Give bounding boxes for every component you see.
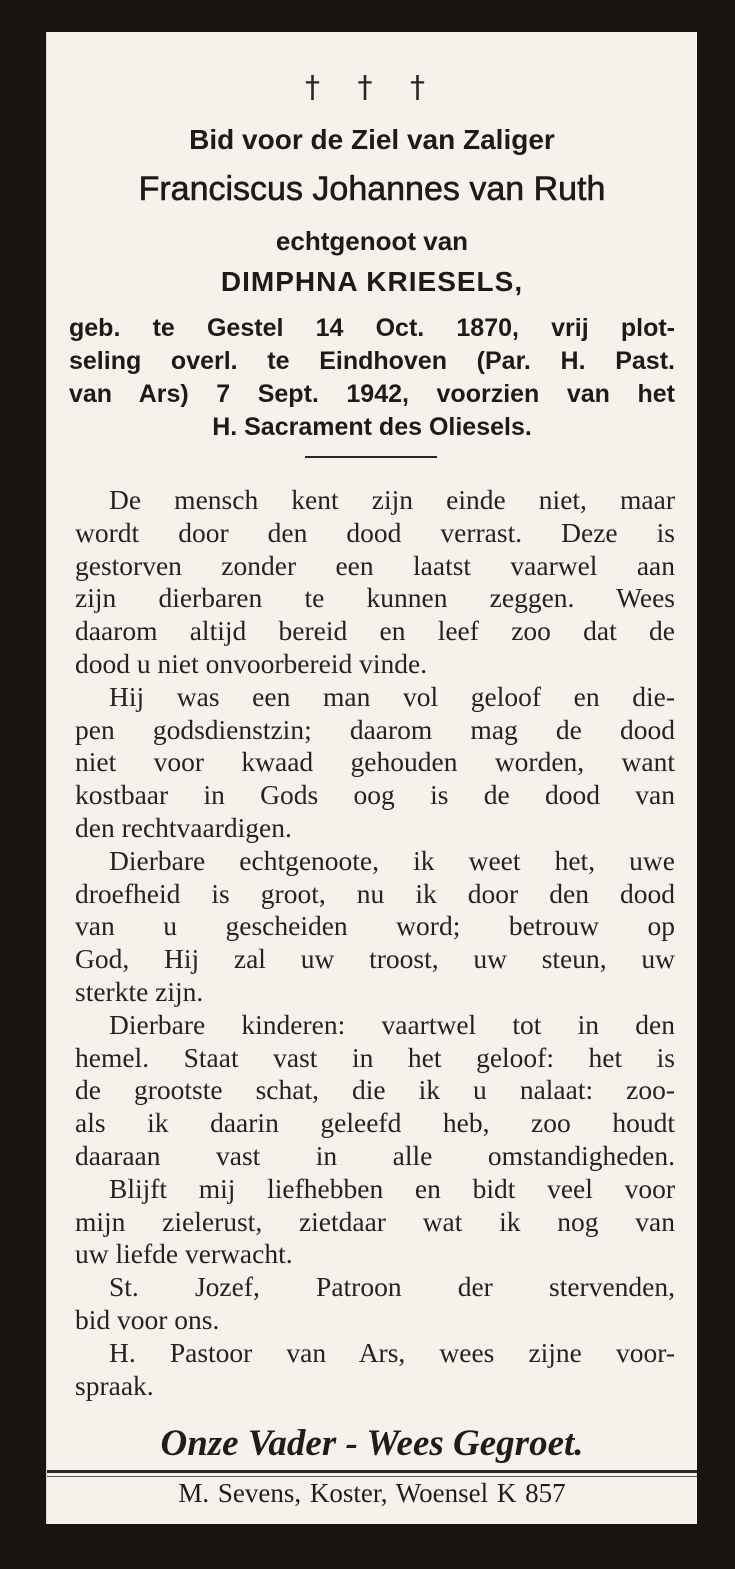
divider bbox=[305, 456, 437, 458]
birth-line: van Ars) 7 Sept. 1942, voorzien van het bbox=[69, 380, 675, 408]
birth-line: H. Sacrament des Oliesels. bbox=[212, 413, 532, 441]
three-crosses-icon: † † † bbox=[304, 70, 440, 105]
text-line: den rechtvaardigen. bbox=[75, 811, 292, 843]
text-line: daarom altijd bereid en leef zoo dat de bbox=[75, 615, 675, 647]
birth-line: seling overl. te Eindhoven (Par. H. Past. bbox=[69, 347, 675, 375]
spouse-name: DIMPHNA KRIESELS, bbox=[220, 266, 524, 297]
text-line: droefheid is groot, nu ik door den dood bbox=[75, 877, 675, 909]
text-line: niet voor kwaad gehouden worden, want bbox=[75, 746, 675, 778]
text-line: van u gescheiden word; betrouw op bbox=[75, 910, 675, 942]
text-line: God, Hij zal uw troost, uw steun, uw bbox=[75, 943, 675, 975]
text-line: kostbaar in Gods oog is de dood van bbox=[75, 779, 675, 811]
text-line: daaraan vast in alle omstandigheden. bbox=[75, 1139, 675, 1171]
birth-line: geb. te Gestel 14 Oct. 1870, vrij plot- bbox=[69, 314, 675, 342]
text-line: Dierbare echtgenoote, ik weet het, uwe bbox=[109, 844, 675, 876]
memorial-text bbox=[75, 484, 675, 1402]
text-line: hemel. Staat vast in het geloof: het is bbox=[75, 1041, 675, 1073]
memorial-card bbox=[46, 32, 697, 1524]
text-line: mijn zielerust, zietdaar wat ik nog van bbox=[75, 1205, 675, 1237]
text-line: gestorven zonder een laatst vaarwel aan bbox=[75, 549, 675, 581]
deceased-name: Franciscus Johannes van Ruth bbox=[138, 170, 606, 208]
text-line: bid voor ons. bbox=[75, 1303, 220, 1335]
text-line: wordt door den dood verrast. Deze is bbox=[75, 516, 675, 548]
text-line: de grootste schat, die ik u nalaat: zoo- bbox=[75, 1074, 675, 1106]
text-line: H. Pastoor van Ars, wees zijne voor- bbox=[109, 1336, 675, 1368]
text-line: sterkte zijn. bbox=[75, 975, 204, 1007]
text-line: als ik daarin geleefd heb, zoo houdt bbox=[75, 1107, 675, 1139]
text-line: spraak. bbox=[75, 1369, 154, 1401]
text-line: St. Jozef, Patroon der stervenden, bbox=[109, 1271, 675, 1303]
closing-prayer: Onze Vader - Wees Gegroet. bbox=[160, 1423, 584, 1464]
text-line: pen godsdienstzin; daarom mag de dood bbox=[75, 713, 675, 745]
footer-rule-thin bbox=[47, 1476, 697, 1477]
footer-rule bbox=[47, 1470, 697, 1473]
text-line: Hij was een man vol geloof en die- bbox=[109, 680, 675, 712]
text-line: uw liefde verwacht. bbox=[75, 1238, 293, 1270]
spouse-relation: echtgenoot van bbox=[275, 226, 469, 256]
text-line: dood u niet onvoorbereid vinde. bbox=[75, 647, 428, 679]
text-line: zijn dierbaren te kunnen zeggen. Wees bbox=[75, 582, 675, 614]
printer-imprint: M. Sevens, Koster, Woensel K 857 bbox=[178, 1478, 566, 1508]
text-line: Dierbare kinderen: vaartwel tot in den bbox=[109, 1008, 675, 1040]
prayer-heading: Bid voor de Ziel van Zaliger bbox=[189, 124, 555, 155]
text-line: De mensch kent zijn einde niet, maar bbox=[109, 484, 675, 515]
text-line: Blijft mij liefhebben en bidt veel voor bbox=[109, 1172, 675, 1204]
birth-death-details bbox=[69, 312, 675, 444]
